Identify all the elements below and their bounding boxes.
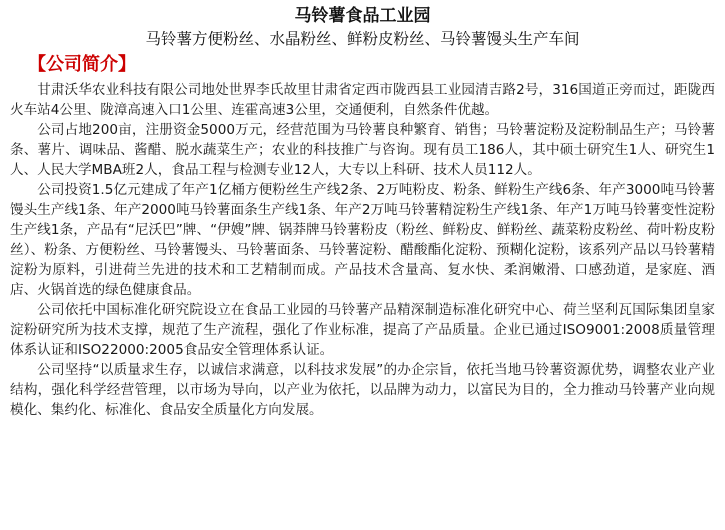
paragraph-mission: 公司坚持“以质量求生存，以诚信求满意，以科技求发展”的办企宗旨，依托当地马铃薯资源优势，调整农业产业结构，强化科学经营管理，以市场为导向，以产业为依托，以品牌为动力，以富民为目的，全力推动马铃薯产业向规模化、集约化、标准化、食品安全质量化方向发展。: [10, 362, 715, 418]
section-heading: 【公司简介】: [28, 54, 136, 75]
page-title: 马铃薯食品工业园: [294, 6, 431, 26]
paragraph-scale: 公司占地200亩，注册资金5000万元，经营范围为马铃薯良种繁育、销售；马铃薯淀粉及淀粉制品生产；马铃薯条、薯片、调味品、酱醋、脱水蔬菜生产；农业的科技推广与咨询。现有员工186人，其中硕士研究生1人、研究生1人、人民大学MBA班2人，食品工程与检测专业12人，大专以上科研、技术人员112人。: [10, 122, 715, 178]
page-subtitle: 马铃薯方便粉丝、水晶粉丝、鲜粉皮粉丝、马铃薯馒头生产车间: [145, 30, 580, 48]
paragraph-standards: 公司依托中国标准化研究院设立在食品工业园的马铃薯产品精深制造标准化研究中心、荷兰坚利瓦国际集团皇家淀粉研究所为技术支撑，规范了生产流程，强化了作业标准，提高了产品质量。企业已通过ISO9001:2008质量管理体系认证和ISO22000:2005食品安全管理体系认证。: [10, 302, 715, 358]
paragraph-location: 甘肃沃华农业科技有限公司地处世界李氏故里甘肃省定西市陇西县工业园清吉路2号，316国道正旁而过，距陇西火车站4公里、陇漳高速入口1公里、连霍高速3公里，交通便利，自然条件优越。: [10, 82, 715, 118]
document-page: [0, 6, 725, 530]
paragraph-products: 公司投资1.5亿元建成了年产1亿桶方便粉丝生产线2条、2万吨粉皮、粉条、鲜粉生产线6条、年产3000吨马铃薯馒头生产线1条、年产2000吨马铃薯面条生产线1条、年产2万吨马铃薯精淀粉生产线1条、年产1万吨马铃薯变性淀粉生产线1条，产品有“尼沃巴”牌、“伊嫂”牌、锅莽牌马铃薯粉皮（粉丝、鲜粉皮、鲜粉丝、蔬菜粉皮粉丝、荷叶粉皮粉丝）、粉条、方便粉丝、马铃薯馒头、马铃薯面条、马铃薯淀粉、醋酸酯化淀粉、预糊化淀粉，该系列产品以马铃薯精淀粉为原料，引进荷兰先进的技术和工艺精制而成。产品技术含量高、复水快、柔润嫩滑、口感劲道，是家庭、酒店、火锅首选的绿色健康食品。: [10, 182, 715, 298]
